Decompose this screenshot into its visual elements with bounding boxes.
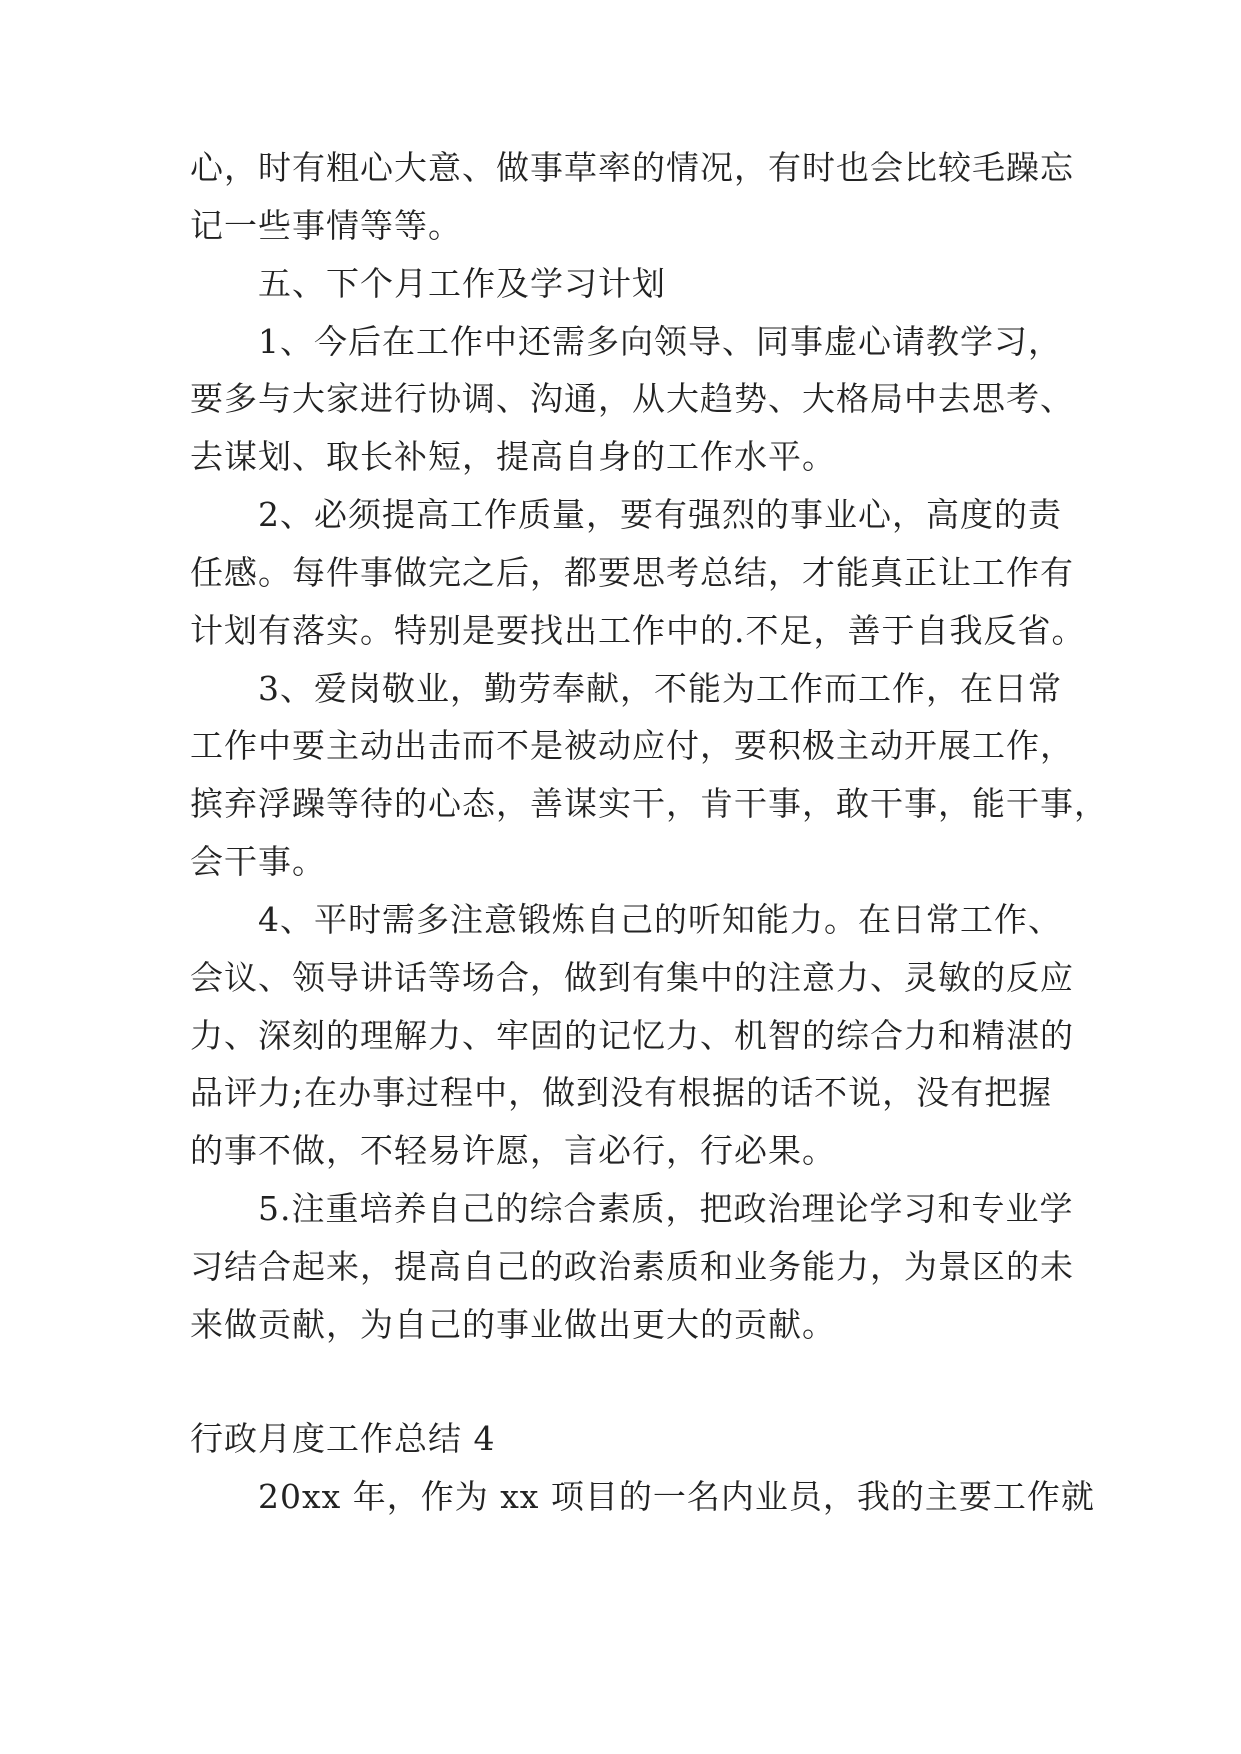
- section-heading-5: 五、下个月工作及学习计划: [258, 264, 666, 303]
- plan-item-5-line-3: 来做贡献，为自己的事业做出更大的贡献。: [190, 1305, 836, 1344]
- plan-item-4-line-2: 会议、领导讲话等场合，做到有集中的注意力、灵敏的反应: [190, 958, 1074, 997]
- section-title: 行政月度工作总结 4: [190, 1419, 496, 1458]
- plan-item-1-line-3: 去谋划、取长补短，提高自身的工作水平。: [190, 437, 836, 476]
- text-line-2: 记一些事情等等。: [190, 206, 462, 245]
- plan-item-3-line-1: 3、爱岗敬业，勤劳奉献，不能为工作而工作，在日常: [258, 669, 1062, 708]
- plan-item-5-line-2: 习结合起来，提高自己的政治素质和业务能力，为景区的未: [190, 1247, 1074, 1286]
- plan-item-1-line-1: 1、今后在工作中还需多向领导、同事虚心请教学习，: [258, 322, 1062, 361]
- section-body-line-1: 20xx 年，作为 xx 项目的一名内业员，我的主要工作就: [258, 1477, 1095, 1516]
- plan-item-2-line-2: 任感。每件事做完之后，都要思考总结，才能真正让工作有: [190, 553, 1074, 592]
- plan-item-5-line-1: 5.注重培养自己的综合素质，把政治理论学习和专业学: [258, 1189, 1074, 1228]
- plan-item-4-line-5: 的事不做，不轻易许愿，言必行，行必果。: [190, 1131, 836, 1170]
- plan-item-4-line-4: 品评力;在办事过程中，做到没有根据的话不说，没有把握: [190, 1073, 1053, 1112]
- plan-item-3-line-3: 摈弃浮躁等待的心态，善谋实干，肯干事，敢干事，能干事，: [190, 784, 1108, 823]
- plan-item-2-line-3: 计划有落实。特别是要找出工作中的.不足，善于自我反省。: [190, 611, 1086, 650]
- plan-item-3-line-4: 会干事。: [190, 842, 326, 881]
- plan-item-3-line-2: 工作中要主动出击而不是被动应付，要积极主动开展工作，: [190, 726, 1074, 765]
- plan-item-4-line-3: 力、深刻的理解力、牢固的记忆力、机智的综合力和精湛的: [190, 1016, 1074, 1055]
- text-line-1: 心，时有粗心大意、做事草率的情况，有时也会比较毛躁忘: [190, 148, 1074, 187]
- plan-item-4-line-1: 4、平时需多注意锻炼自己的听知能力。在日常工作、: [258, 900, 1062, 939]
- plan-item-1-line-2: 要多与大家进行协调、沟通，从大趋势、大格局中去思考、: [190, 379, 1074, 418]
- plan-item-2-line-1: 2、必须提高工作质量，要有强烈的事业心，高度的责: [258, 495, 1062, 534]
